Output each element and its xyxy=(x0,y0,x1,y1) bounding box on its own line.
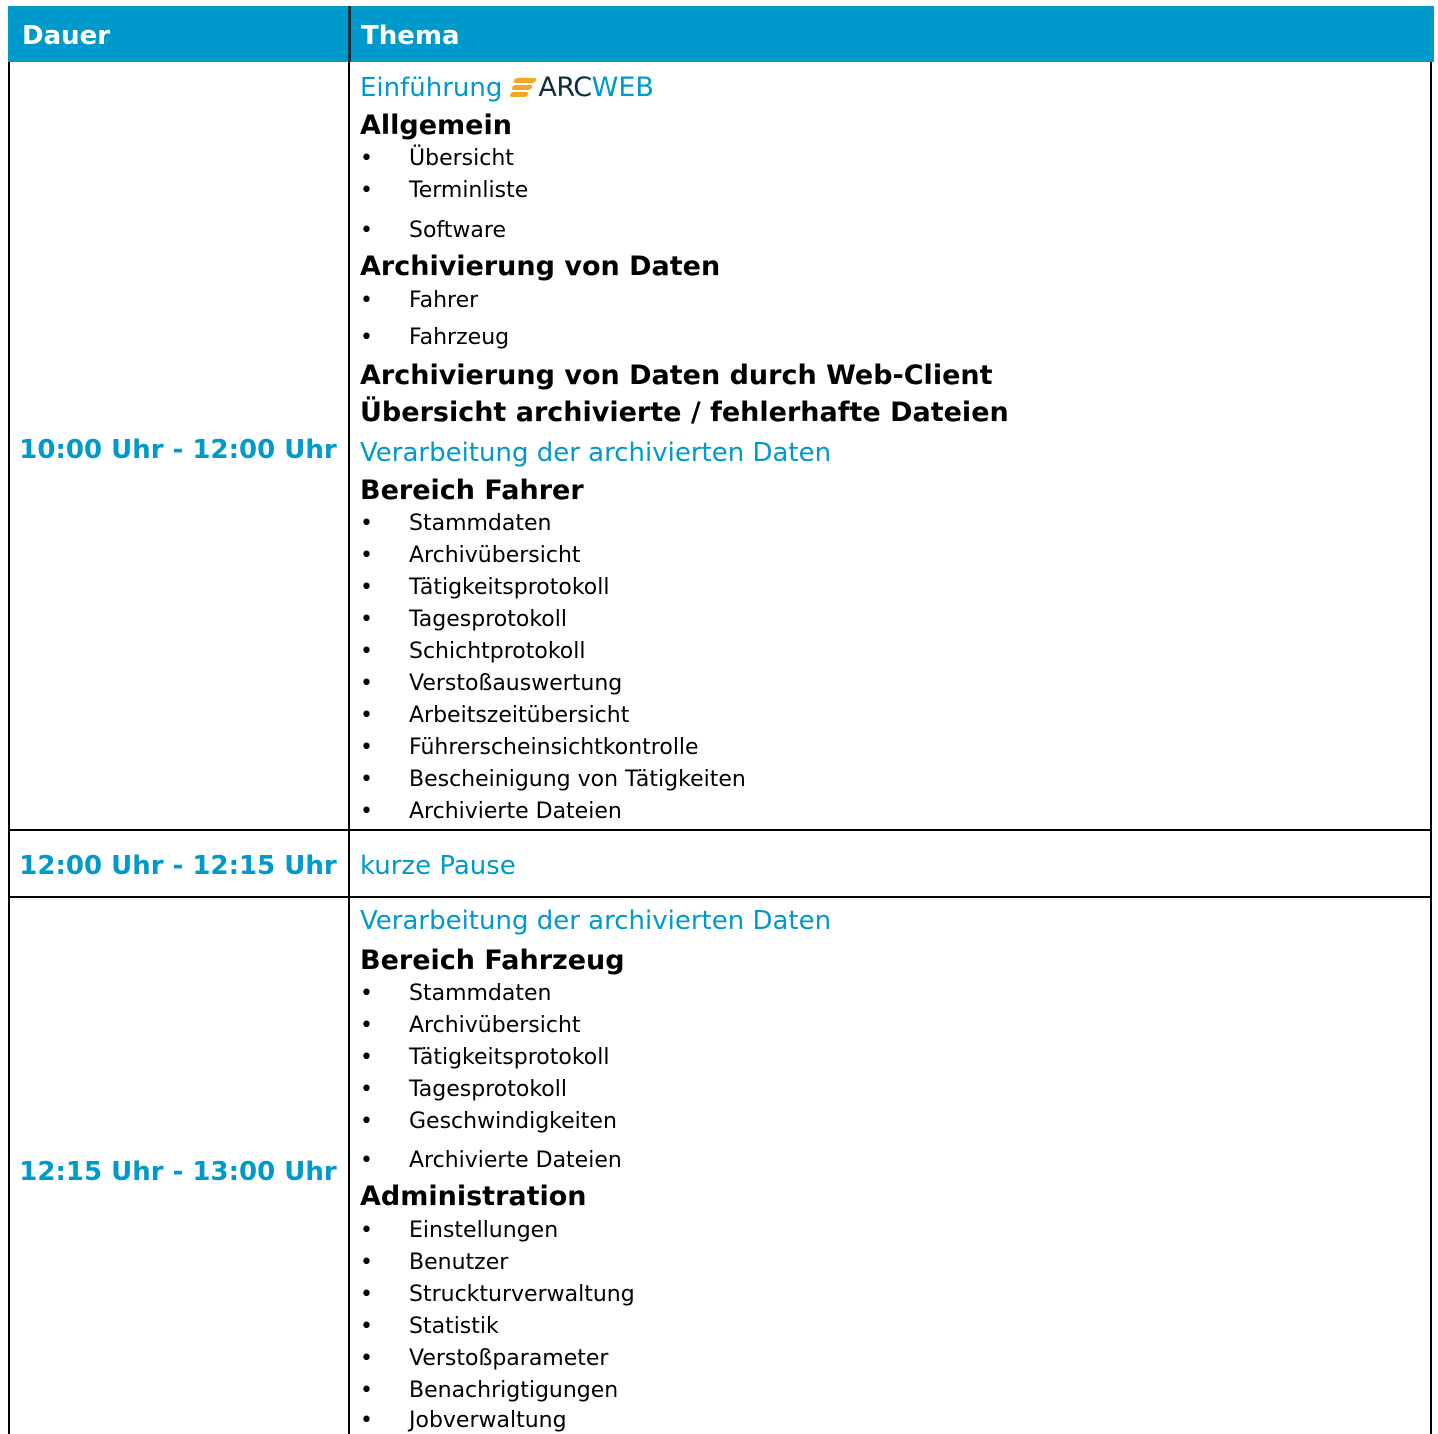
header-dauer: Dauer xyxy=(22,21,111,51)
row2-time: 12:00 Uhr - 12:15 Uhr xyxy=(19,851,337,881)
subheading-allgemein: Allgemein xyxy=(360,110,512,141)
header-divider xyxy=(348,6,351,62)
intro-heading xyxy=(360,73,654,103)
arcweb-logo: ARCWEB xyxy=(510,73,654,103)
subheading-webclient: Archivierung von Daten durch Web-Client xyxy=(360,360,993,391)
intro-prefix: Einführung xyxy=(360,73,503,103)
subheading-administration: Administration xyxy=(360,1181,587,1212)
table-header xyxy=(8,6,1434,62)
subheading-archivierung: Archivierung von Daten xyxy=(360,251,721,282)
header-thema: Thema xyxy=(361,21,460,51)
subheading-fahrzeug: Bereich Fahrzeug xyxy=(360,945,625,976)
row-divider-2 xyxy=(8,896,1432,898)
row3-time: 12:15 Uhr - 13:00 Uhr xyxy=(19,1157,337,1187)
table-border-right xyxy=(1430,62,1432,1434)
row1-time: 10:00 Uhr - 12:00 Uhr xyxy=(19,435,337,465)
row-divider-1 xyxy=(8,829,1432,831)
schedule-page: Dauer Thema 10:00 Uhr - 12:00 Uhr 12:00 Uhr - 12:15 Uhr 12:15 Uhr - 13:00 Uhr Einführung ARCWEB Allgemein • Übersicht • Terminliste • Software Archivierung von Daten • Fahrer • Fahrzeug Archivierung von Daten durch Web-Client Übersicht archivierte / fehlerhafte Dateien Verarbeitung der archivierten Daten Bereich Fahrer • Stammdaten • Archivübersicht • Tätigkeitsprotokoll • Tagesprotokoll • Schichtprotokoll • Verstoßauswertung • Arbeitszeitübersicht • Führerscheinsichtkontrolle • Bescheinigung von Tätigkeiten • Archivierte Dateien kurze Pause Verarbeitung der archivierten Daten Bereich Fahrzeug • Stammdaten • Archivübersicht • Tätigkeitsprotokoll • Tagesprotokoll • Geschwindigkeiten • Archivierte Dateien Administration • Einstellungen • Benutzer • Struckturverwaltung • Statistik • Verstoßparameter • Benachrigtigungen • Jobverwaltung xyxy=(0,0,1438,1434)
pause-label: kurze Pause xyxy=(360,851,516,881)
section-verarbeitung: Verarbeitung der archivierten Daten xyxy=(360,438,832,468)
table-border-left xyxy=(8,62,10,1434)
subheading-uebersicht: Übersicht archivierte / fehlerhafte Dateien xyxy=(360,397,1009,428)
column-divider xyxy=(348,62,350,1434)
section-verarbeitung-2: Verarbeitung der archivierten Daten xyxy=(360,906,832,936)
arcweb-logo-icon xyxy=(510,76,534,98)
subheading-fahrer: Bereich Fahrer xyxy=(360,475,584,506)
